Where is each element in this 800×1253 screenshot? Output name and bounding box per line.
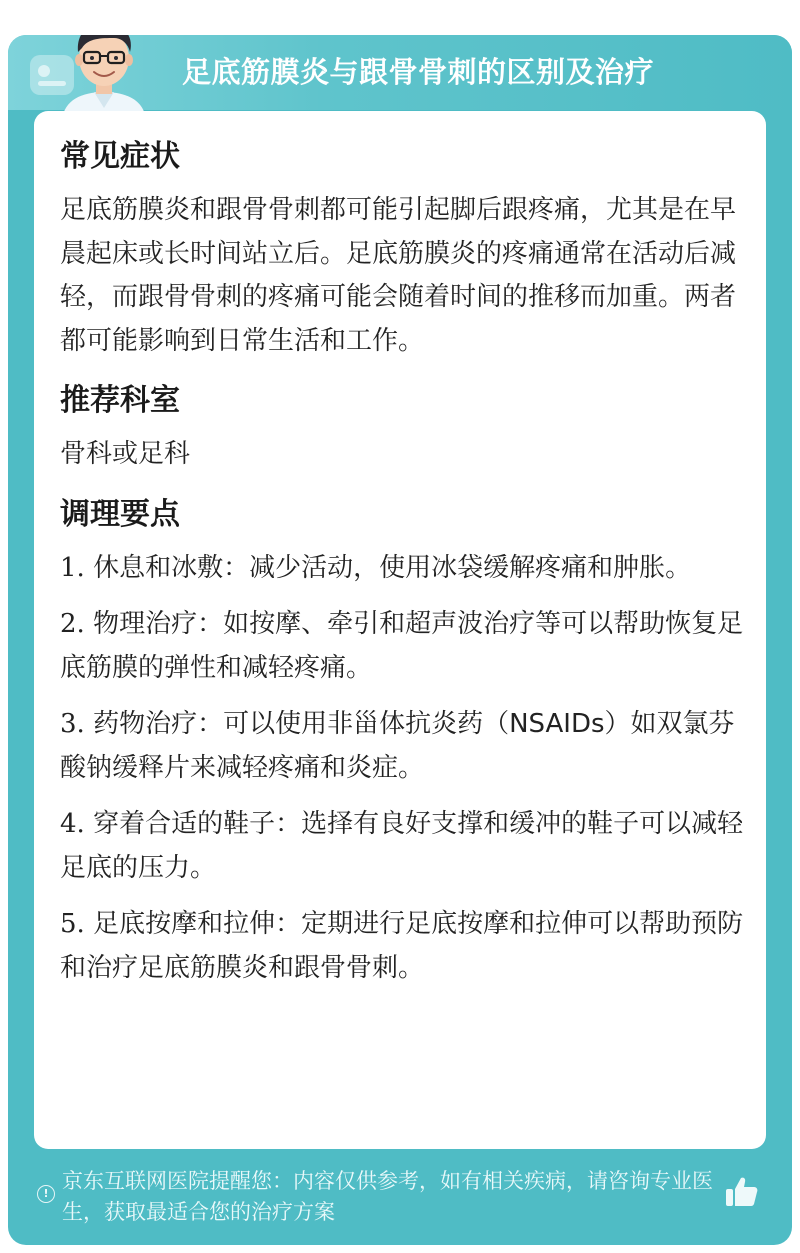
department-text: 骨科或足科 (60, 439, 191, 469)
section-heading-symptoms: 常见症状 (60, 139, 180, 174)
disclaimer-text: 京东互联网医院提醒您：内容仅供参考，如有相关疾病，请咨询专业医生，获取最适合您的治疗方案 (62, 1169, 713, 1224)
list-item: 3. 药物治疗：可以使用非甾体抗炎药（NSAIDs）如双氯芬酸钠缓释片来减轻疼痛和炎症。 (60, 709, 735, 783)
info-icon: ! (37, 1185, 55, 1203)
content-card (34, 111, 766, 1149)
section-heading-department: 推荐科室 (60, 383, 180, 418)
list-item: 1. 休息和冰敷：减少活动，使用冰袋缓解疼痛和肿胀。 (60, 552, 692, 583)
doctor-avatar (44, 35, 164, 120)
section-heading-care-tips: 调理要点 (60, 496, 180, 532)
header-band (8, 35, 792, 110)
symptoms-text: 足底筋膜炎和跟骨骨刺都可能引起脚后跟疼痛，尤其是在早晨起床或长时间站立后。足底筋膜炎的疼痛通常在活动后减轻，而跟骨骨刺的疼痛可能会随着时间的推移而加重。两者都可能影响到日常生活和工作。 (60, 195, 737, 356)
footer (8, 1158, 792, 1238)
article-frame (8, 35, 792, 1245)
list-item: 4. 穿着合适的鞋子：选择有良好支撑和缓冲的鞋子可以减轻足底的压力。 (60, 809, 744, 883)
page-title: 足底筋膜炎与跟骨骨刺的区别及治疗 (181, 55, 654, 89)
list-item: 2. 物理治疗：如按摩、牵引和超声波治疗等可以帮助恢复足底筋膜的弹性和减轻疼痛。 (60, 609, 744, 683)
list-item: 5. 足底按摩和拉伸：定期进行足底按摩和拉伸可以帮助预防和治疗足底筋膜炎和跟骨骨刺。 (60, 909, 744, 983)
article-content (60, 133, 750, 1003)
thumbs-up-icon[interactable] (724, 1174, 760, 1210)
